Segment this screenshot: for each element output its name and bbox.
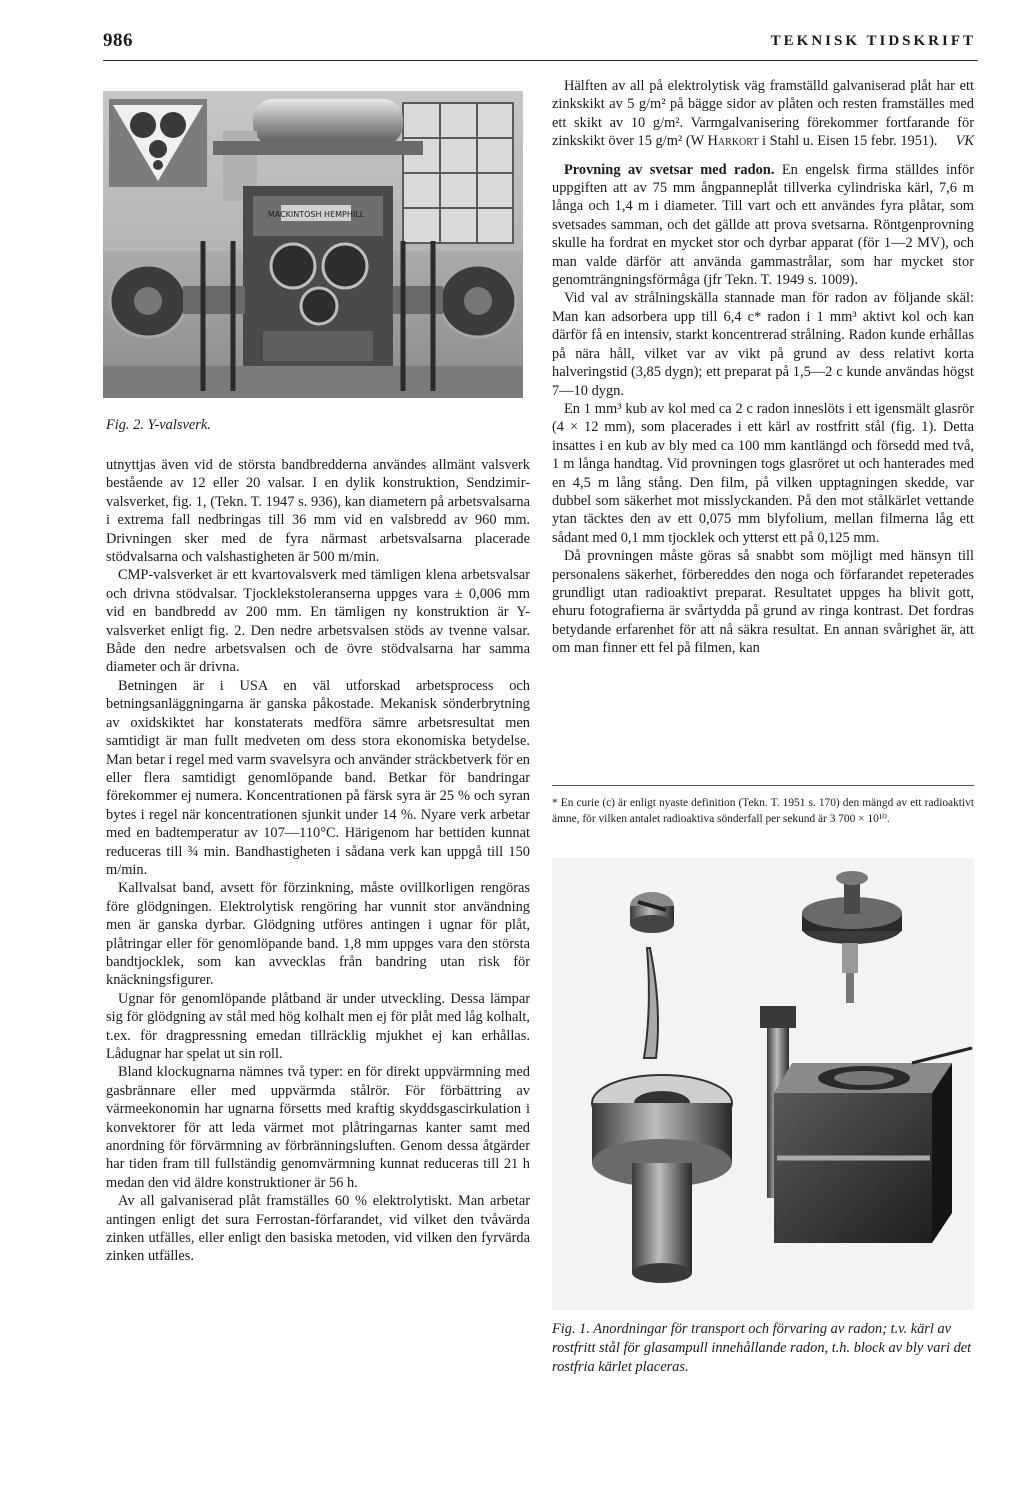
paragraph: Bland klockugnarna nämnes två typer: en för direkt uppvärmning med gasbrännare eller med uppvärmda stålrör. För förbättring av värmeekonomin har ugnarna försetts med kraftig skyddsgascirkulation i konvektorer för att leda värmet mot plåtringarnas kanter samt med anordning för förvärmning av förbränningsluften. Genom dessa åtgärder har tiden fram till fullständig genomvärmning kunnat reduceras till 21 h medan den vid äldre konstruktioner är 56 h. bbox=[106, 1064, 530, 1191]
author-name: Harkort bbox=[707, 133, 759, 150]
paragraph: Vid val av strålningskälla stannade man för radon av följande skäl: Man kan adsorbera upp till 6,4 c* radon i 1 mm³ aktivt kol och kan därför få en intensiv, starkt koncentrerad strålning. Radon kunde erhållas på nära håll, vilket var av vikt på grund av dess relativt korta halveringstid (3,85 dygn); ett preparat på 1,5—2 c kunde användas högst 7—10 dygn. bbox=[552, 290, 974, 399]
rolling-mill-illustration bbox=[103, 91, 523, 398]
running-header: TEKNISK TIDSKRIFT bbox=[770, 33, 976, 49]
paragraph: CMP-valsverket är ett kvartovalsverk med tämligen klena arbetsvalsar och drivna stödvalsar. Tjocklekstoleranserna uppges vara ± 0,006 mm vid en bandbredd av 200 mm. En tämligen ny konstruktion är Y-valsverket enligt fig. 2. Den nedre arbetsvalsen stöds av tvenne valsar. Både den nedre arbetsvalsen och de övre stödvalsarna har samma diameter och är drivna. bbox=[106, 567, 530, 676]
text-run: i Stahl u. Eisen 15 febr. 1951). bbox=[758, 133, 938, 150]
header-rule bbox=[103, 60, 978, 61]
mill-nameplate: MACKINTOSH HEMPHILL bbox=[267, 210, 365, 219]
radon-apparatus-illustration bbox=[552, 858, 974, 1310]
text-run: Hälften av all på elektrolytisk väg framställd galvaniserad plåt har ett zinkskikt av 5 g/m² på bägge sidor av plåten och resten framställes med ett skikt av 10 g/m². Varmgalvanisering förekommer fortfarande för zinkskikt över 15 g/m² (W bbox=[552, 78, 974, 150]
fig2-caption: Fig. 2. Y-valsverk. bbox=[106, 417, 211, 433]
paragraph-galvanisering bbox=[552, 77, 974, 151]
paragraph: Betningen är i USA en väl utforskad arbetsprocess och betningsanläggningarna är ganska påkostade. Mekanisk sönderbrytning av oxidskiktet har konstaterats medföra sämre arbetsresultat men samtidigt är man fullt medveten om dess stora ekonomiska betydelse. Man betar i regel med varm svavelsyra och använder sträckbetverk för en eller flera samtidigt genomlöpande band. Betkar för bandringar förekommer ej numera. Koncentrationen på färsk syra är 25 % och syran bytes i regel när koncentrationen sjunkit under 14 %. Nyare verk arbetar med en badtemperatur av 107—110°C. Härigenom har bettiden kunnat reduceras till ¾ min. Bandhastigheten i sådana verk kan uppgå till 150 m/min. bbox=[106, 677, 530, 878]
signature: VK bbox=[955, 133, 974, 150]
paragraph-radon-intro bbox=[552, 161, 974, 290]
left-text-column bbox=[106, 456, 530, 1266]
footnote-rule bbox=[552, 785, 974, 786]
fig2-y-rolling-mill-photo bbox=[103, 91, 523, 398]
paragraph: Ugnar för genomlöpande plåtband är under utveckling. Dessa lämpar sig för glödgning av stål med hög kolhalt men ej för plåt med låg kolhalt, t.ex. för dragpressning emedan tillräcklig mjukhet ej kan erhållas. Lådugnar har spelat ut sin roll. bbox=[106, 990, 530, 1062]
paragraph: utnyttjas även vid de största bandbredderna användes allmänt valsverk bestående av 12 eller 20 valsar. I en dylik konstruktion, Sendzimir-valsverket, fig. 1, (Tekn. T. 1947 s. 936), kan diametern på arbetsvalsarna i extrema fall nedbringas till 36 mm vid en valsbredd av 960 mm. Drivningen sker med de fyra närmast arbetsvalsarna placerade stödvalsarna och valshastigheten är 500 m/min. bbox=[106, 457, 530, 566]
fig1-radon-containers-photo bbox=[552, 858, 974, 1310]
paragraph: Då provningen måste göras så snabbt som möjligt med hänsyn till personalens säkerhet, förbereddes den noga och förfarandet repeterades grundligt utan radioaktivt preparat. Resultatet uppges ha blivit gott, ehuru fotografierna är svårtydda på grund av ringa kontrast. Det fordras betydande erfarenhet för att nå säkra resultat. En annan svårighet är, att om man finner ett fel på filmen, kan bbox=[552, 548, 974, 657]
text-run: En engelsk firma ställdes inför uppgiften att av 75 mm ångpanneplåt tillverka cylindriska kärl, 7,6 m långa och 1,4 m i diameter. Till vart och ett användes fyra plåtar, som svetsades samman, och det gällde att prova svetsarna. Röntgenprovning skulle ha fordrat en mycket stor och dyrbar apparat (för 1—2 MV), och man valde därför att använda gammastrålar, som har mycket stor genomträngningsförmåga (jfr Tekn. T. 1949 s. 1009). bbox=[552, 161, 974, 289]
section-heading: Provning av svetsar med radon. bbox=[564, 161, 775, 178]
paragraph: En 1 mm³ kub av kol med ca 2 c radon inneslöts i ett igensmält glasrör (4 × 12 mm), som placerades i ett kärl av rostfritt stål (fig. 1). Detta insattes i en kub av bly med ca 100 mm kantlängd och försedd med två, 1 m långa handtag. Vid provningen togs glasröret ut och hanterades med en 4,5 m lång stång. Den film, på vilken upptagningen skedde, var dubbel som säkerhet mot misslyckanden. På den mot stålkärlet vettande ytan täcktes den av ett 0,075 mm blyfolium, mellan filmerna låg ett sådant med 0,1 mm tjocklek och ytterst ett på 0,125 mm. bbox=[552, 400, 974, 546]
page-number: 986 bbox=[103, 30, 133, 51]
paragraph: Kallvalsat band, avsett för förzinkning, måste ovillkorligen rengöras före glödgningen. Elektrolytisk rengöring har vunnit stor användning men är ganska dyrbar. Glödgning utföres antingen i ugnar för plåt, plåtringar eller för genomlöpande band. 1,8 mm uppges vara den största bandtjocklek, som kan avvecklas från bandring utan risk för knäckningsfigurer. bbox=[106, 880, 530, 989]
section-gap bbox=[552, 151, 974, 161]
right-text-column bbox=[552, 77, 974, 658]
footnote bbox=[552, 795, 974, 827]
footnote-text: * En curie (c) är enligt nyaste definition (Tekn. T. 1951 s. 170) den mängd av ett radioaktivt ämne, för vilken antalet radioaktiva sönderfall per sekund är 3 700 × 10¹⁰. bbox=[552, 797, 974, 825]
fig1-caption: Fig. 1. Anordningar för transport och förvaring av radon; t.v. kärl av rostfritt stål för glasampull innehållande radon, t.h. block av bly vari det rostfria kärlet placeras. bbox=[552, 1321, 972, 1375]
paragraph: Av all galvaniserad plåt framställes 60 % elektrolytiskt. Man arbetar antingen enligt det sura Ferrostan-förfarandet, vid vilket den tvåvärda zinken utfälles, eller enligt den basiska metoden, vid vilken den fyrvärda zinken utfälles. bbox=[106, 1193, 530, 1265]
